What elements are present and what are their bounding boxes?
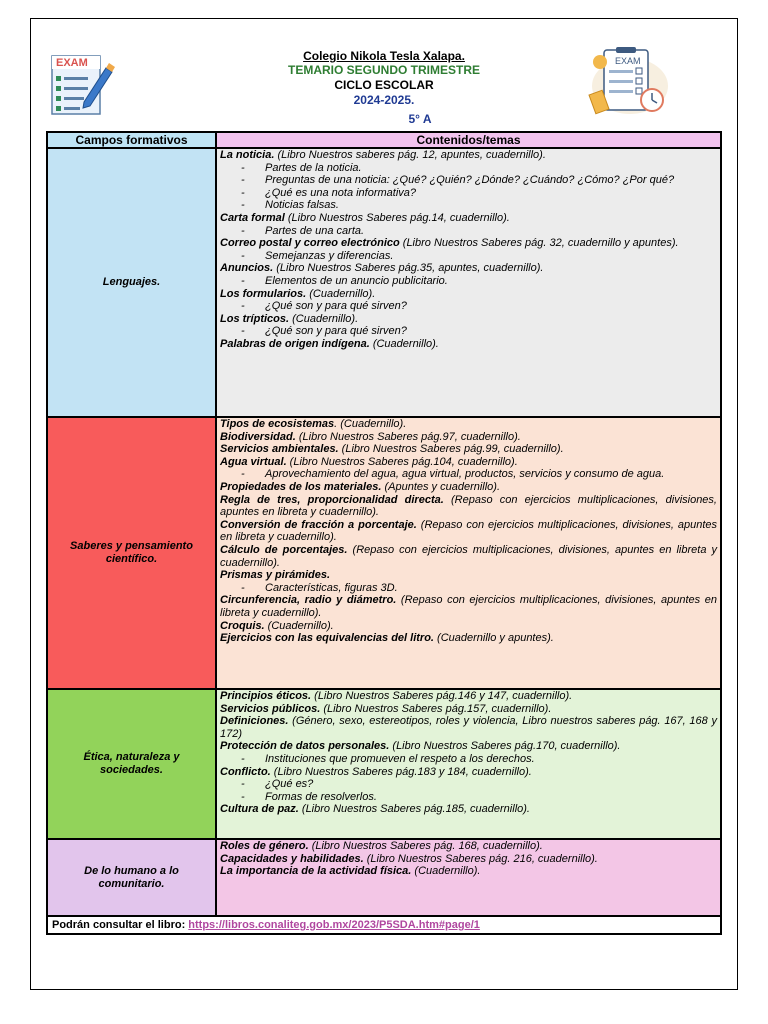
topic-reference: (Cuadernillo). <box>369 337 439 350</box>
topics-table <box>46 131 722 935</box>
topic-title: Anuncios. <box>220 262 274 275</box>
topic-title: Biodiversidad. <box>220 430 296 443</box>
table-row <box>47 689 721 839</box>
topic-title: Croquis. <box>220 619 265 632</box>
svg-text:EXAM: EXAM <box>56 57 88 69</box>
document-subtitle: TEMARIO SEGUNDO TRIMESTRE <box>287 63 480 77</box>
topics-cell <box>216 148 721 417</box>
topic-title: Carta formal <box>220 211 285 224</box>
topic-item <box>220 865 717 878</box>
subtopic-text: - Preguntas de una noticia: ¿Qué? ¿Quién? ¿Dónde? ¿Cuándo? ¿Cómo? ¿Por qué? <box>265 174 675 187</box>
topic-reference: (Libro Nuestros Saberes pág.99, cuadernillo). <box>338 443 564 456</box>
topic-title: Agua virtual. <box>220 455 287 468</box>
topic-title: Servicios ambientales. <box>220 443 339 456</box>
topic-reference: (Libro Nuestros Saberes pág. 32, cuadernillo y apuntes). <box>399 237 679 250</box>
formative-field-label: Saberes y pensamiento científico. <box>47 417 216 689</box>
subtopic-item <box>220 753 717 766</box>
column-header-fields: Campos formativos <box>47 132 216 148</box>
topic-title: Definiciones. <box>220 715 289 728</box>
subtopic-item <box>220 468 717 481</box>
subtopic-item <box>220 250 717 263</box>
topic-item <box>220 594 717 619</box>
topic-item <box>220 338 717 351</box>
topic-title: Circunferencia, radio y diámetro. <box>220 594 397 607</box>
topic-title: Cultura de paz. <box>220 803 299 816</box>
subtopic-item <box>220 325 717 338</box>
topic-title: Capacidades y habilidades. <box>220 852 364 865</box>
subtopic-text: - Aprovechamiento del agua, agua virtual, productos, servicios y consumo de agua. <box>265 468 665 481</box>
subtopic-text: - ¿Qué son y para qué sirven? <box>265 325 407 338</box>
subtopic-text: - ¿Qué es? <box>265 778 314 791</box>
group-label: 5° A <box>408 112 432 126</box>
formative-field-label: De lo humano a lo comunitario. <box>47 839 216 916</box>
subtopic-text: - Características, figuras 3D. <box>265 581 398 594</box>
topic-title: Principios éticos. <box>220 690 312 702</box>
topic-reference: (Repaso con ejercicios multiplicaciones, divisiones, apuntes en libreta y cuadernillo). <box>220 493 717 519</box>
topic-reference: (Libro Nuestros Saberes pág.185, cuadernillo). <box>298 803 530 816</box>
topic-item <box>220 456 717 469</box>
topic-title: Cálculo de porcentajes. <box>220 543 348 556</box>
subtopic-item <box>220 300 717 313</box>
subtopic-text: - ¿Qué son y para qué sirven? <box>265 300 407 313</box>
subtopic-text: - Partes de una carta. <box>265 224 365 237</box>
formative-field-label: Ética, naturaleza y sociedades. <box>47 689 216 839</box>
topic-reference: (Libro Nuestros Saberes pág.97, cuadernillo). <box>295 430 521 443</box>
svg-text:EXAM: EXAM <box>615 56 641 66</box>
topic-item <box>220 840 717 853</box>
topic-reference: (Repaso con ejercicios multiplicaciones, divisiones, apuntes en libreta y cuadernillo). <box>220 518 718 544</box>
topic-title: Protección de datos personales. <box>220 740 390 753</box>
subtopic-item <box>220 174 717 187</box>
footer-label: Podrán consultar el libro: <box>52 919 189 931</box>
topic-title: Servicios públicos. <box>220 702 321 715</box>
topic-reference: (Género, sexo, estereotipos, roles y violencia, Libro nuestros saberes pág. 167, 168 y 172) <box>220 715 717 740</box>
topic-reference: (Cuadernillo y apuntes). <box>433 632 554 645</box>
topic-reference: (Cuadernillo). <box>264 619 334 632</box>
topics-cell <box>216 839 721 916</box>
subtopic-text: - Noticias falsas. <box>265 199 339 212</box>
topic-title: Roles de género. <box>220 840 309 852</box>
topic-title: Conversión de fracción a porcentaje. <box>220 518 417 531</box>
subtopic-text: - Instituciones que promueven el respeto a los derechos. <box>265 752 535 765</box>
topic-item <box>220 544 717 569</box>
footer-note <box>47 916 721 934</box>
school-years: 2024-2025. <box>353 93 415 107</box>
topic-item <box>220 149 717 162</box>
topic-reference: (Repaso con ejercicios multiplicaciones, divisiones, apuntes en libreta y cuadernillo). <box>220 543 717 569</box>
topic-title: Conflicto. <box>220 765 271 778</box>
topic-item <box>220 632 717 645</box>
subtopic-item <box>220 162 717 175</box>
topic-item <box>220 715 717 740</box>
topics-cell <box>216 417 721 689</box>
topic-title: Correo postal y correo electrónico <box>220 237 400 250</box>
topic-title: Regla de tres, proporcionalidad directa. <box>220 493 444 506</box>
subtopic-item <box>220 582 717 595</box>
topic-title: Prismas y pirámides. <box>220 569 331 582</box>
topics-cell <box>216 689 721 839</box>
topic-item <box>220 519 717 544</box>
topic-item <box>220 703 717 716</box>
subtopic-text: - ¿Qué es una nota informativa? <box>265 186 417 199</box>
topic-reference: (Libro Nuestros Saberes pág.35, apuntes, cuadernillo). <box>273 262 544 275</box>
topic-reference: (Apuntes y cuadernillo). <box>381 480 501 493</box>
topic-item <box>220 288 717 301</box>
topic-item <box>220 481 717 494</box>
subtopic-item <box>220 225 717 238</box>
topic-reference: . (Cuadernillo). <box>334 418 407 430</box>
topic-item <box>220 431 717 444</box>
topic-reference: (Libro Nuestros Saberes pág.183 y 184, cuadernillo). <box>270 765 532 778</box>
topic-title: La importancia de la actividad física. <box>220 865 412 878</box>
topic-item <box>220 443 717 456</box>
topic-title: Ejercicios con las equivalencias del litro. <box>220 632 434 645</box>
topic-item <box>220 494 717 519</box>
topic-item <box>220 803 717 816</box>
topic-reference: (Libro Nuestros saberes pág. 12, apuntes, cuadernillo). <box>274 149 546 161</box>
topic-item <box>220 237 717 250</box>
topic-item <box>220 766 717 779</box>
topic-reference: (Libro Nuestros Saberes pág. 168, cuadernillo). <box>308 840 543 852</box>
topic-title: Palabras de origen indígena. <box>220 337 370 350</box>
topic-reference: (Cuadernillo). <box>289 312 359 325</box>
topic-title: Propiedades de los materiales. <box>220 480 382 493</box>
topic-item <box>220 569 717 582</box>
topic-item <box>220 418 717 431</box>
topic-reference: (Libro Nuestros Saberes pág.146 y 147, cuadernillo). <box>311 690 573 702</box>
topic-item <box>220 690 717 703</box>
topic-title: La noticia. <box>220 149 275 161</box>
topic-item <box>220 313 717 326</box>
topic-reference: (Cuadernillo). <box>306 287 376 300</box>
topic-title: Tipos de ecosistemas <box>220 418 335 430</box>
book-link[interactable]: https://libros.conaliteg.gob.mx/2023/P5SDA.htm#page/1 <box>188 919 480 931</box>
table-row <box>47 148 721 417</box>
subtopic-item <box>220 199 717 212</box>
topic-reference: (Cuadernillo). <box>411 865 481 878</box>
topic-item <box>220 853 717 866</box>
topic-reference: (Libro Nuestros Saberes pág.104, cuadernillo). <box>286 455 518 468</box>
table-row <box>47 417 721 689</box>
school-name: Colegio Nikola Tesla Xalapa. <box>303 49 465 63</box>
subtopic-item <box>220 778 717 791</box>
topic-item <box>220 620 717 633</box>
subtopic-text: - Formas de resolverlos. <box>265 790 377 803</box>
subtopic-text: - Elementos de un anuncio publicitario. <box>265 274 448 287</box>
topic-title: Los formularios. <box>220 287 307 300</box>
topic-item <box>220 740 717 753</box>
subtopic-item <box>220 791 717 804</box>
topic-reference: (Libro Nuestros Saberes pág.14, cuadernillo). <box>284 211 510 224</box>
topic-reference: (Libro Nuestros Saberes pág.157, cuadernillo). <box>320 702 552 715</box>
table-row <box>47 839 721 916</box>
formative-field-label: Lenguajes. <box>47 148 216 417</box>
school-cycle: CICLO ESCOLAR <box>334 78 434 92</box>
subtopic-item <box>220 275 717 288</box>
column-header-contents: Contenidos/temas <box>216 132 721 148</box>
subtopic-text: - Partes de la noticia. <box>265 161 362 174</box>
topic-item <box>220 212 717 225</box>
subtopic-item <box>220 187 717 200</box>
topic-reference: (Repaso con ejercicios multiplicaciones, divisiones, apuntes en libreta y cuadernillo). <box>220 594 717 619</box>
topic-title: Los trípticos. <box>220 312 290 325</box>
topic-reference: (Libro Nuestros Saberes pág.170, cuadernillo). <box>389 740 621 753</box>
subtopic-text: - Semejanzas y diferencias. <box>265 249 394 262</box>
topic-item <box>220 262 717 275</box>
topic-reference: (Libro Nuestros Saberes pág. 216, cuadernillo). <box>363 852 598 865</box>
